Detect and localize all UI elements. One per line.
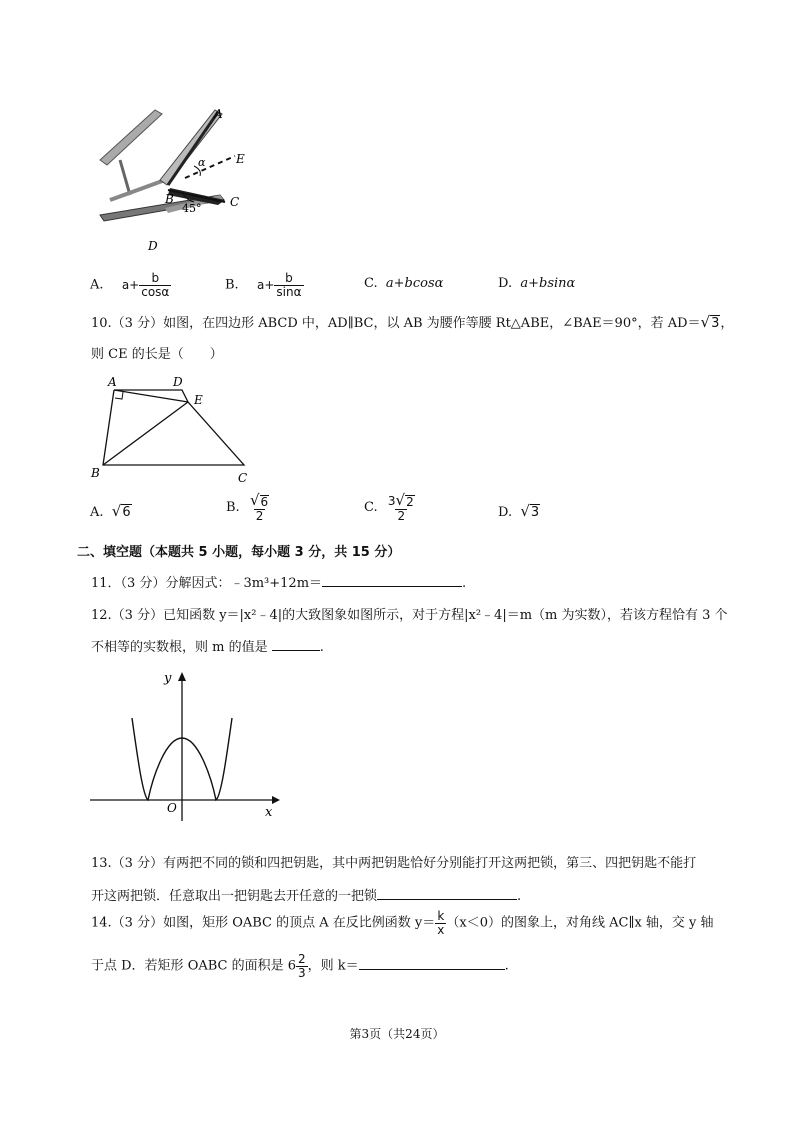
q9-figure (90, 100, 260, 260)
q12-label-x: x (265, 805, 273, 820)
q12-graph (88, 666, 288, 826)
q10-option-c: C. 3 √ 2 2 (364, 491, 414, 523)
q9-option-b: B. a+ $\frac{b}{\sin\alpha}$ (225, 271, 302, 299)
q10-line2: 则 CE 的长是（ ） (91, 347, 223, 362)
q12-line1: 12.（3 分）已知函数 y＝|x²﹣4|的大致图象如图所示，对于方程|x²﹣4|＝m（m 为实数），若该方程恰有 3 个 (91, 608, 728, 623)
q10-label-c: C (238, 471, 248, 485)
q9-label-45: 45° (182, 202, 202, 215)
q13-line2: 开这两把锁．任意取出一把钥匙去开任意的一把锁 . (91, 889, 522, 904)
q10-label-e: E (194, 393, 203, 407)
q10-label-b: B (91, 466, 100, 480)
q12-line2: 不相等的实数根，则 m 的值是 . (91, 640, 324, 655)
q9-option-a: A. a+ $\frac{b}{\cos\alpha}$ (90, 271, 170, 299)
q11-answer-blank[interactable] (322, 586, 462, 587)
q10-option-b: B. √ 6 2 (226, 491, 269, 523)
q9-label-c: C (230, 195, 240, 209)
q9-option-c: C. a+bcosα (364, 276, 444, 291)
q10-figure (88, 372, 258, 487)
q10-option-a: A. √ 6 (90, 502, 131, 520)
q12-answer-blank[interactable] (272, 650, 320, 651)
q10-label-d: D (173, 375, 183, 389)
q11-line: 11．（3 分）分解因式：﹣3m³+12m＝ . (91, 576, 467, 591)
section-title: 二、填空题（本题共 5 小题，每小题 3 分，共 15 分） (77, 545, 401, 560)
q10-label-a: A (108, 375, 117, 389)
q13-answer-blank[interactable] (377, 899, 517, 900)
q14-line1: 14.（3 分）如图，矩形 OABC 的顶点 A 在反比例函数 y＝ $\frac{k}{x}$ （x＜0）的图象上，对角线 AC∥x 轴，交 y 轴 (91, 909, 714, 937)
page-footer: 第3页（共24页） (349, 1027, 445, 1041)
q9-label-alpha: α (198, 156, 206, 169)
q12-label-o: O (167, 801, 177, 815)
q13-line1: 13.（3 分）有两把不同的锁和四把钥匙，其中两把钥匙恰好分别能打开这两把锁，第三、四把钥匙不能打 (91, 856, 697, 871)
q12-label-y: y (164, 671, 172, 686)
q10-line1: 10.（3 分）如图，在四边形 ABCD 中，AD∥BC，以 AB 为腰作等腰 Rt△ABE，∠BAE＝90°，若 AD＝ √ 3 ， (91, 313, 734, 331)
q9-option-d: D. a+bsinα (498, 276, 576, 291)
q9-label-d: D (148, 239, 158, 253)
q10-option-d: D. √ 3 (498, 502, 540, 520)
q14-answer-blank[interactable] (359, 969, 505, 970)
q9-label-b: B (165, 192, 174, 206)
q9-label-a: A (214, 107, 223, 121)
q14-line2: 于点 D．若矩形 OABC 的面积是 6 $\frac{2}{3}$ ，则 k＝ . (91, 952, 509, 980)
q9-label-e: E (236, 152, 245, 166)
